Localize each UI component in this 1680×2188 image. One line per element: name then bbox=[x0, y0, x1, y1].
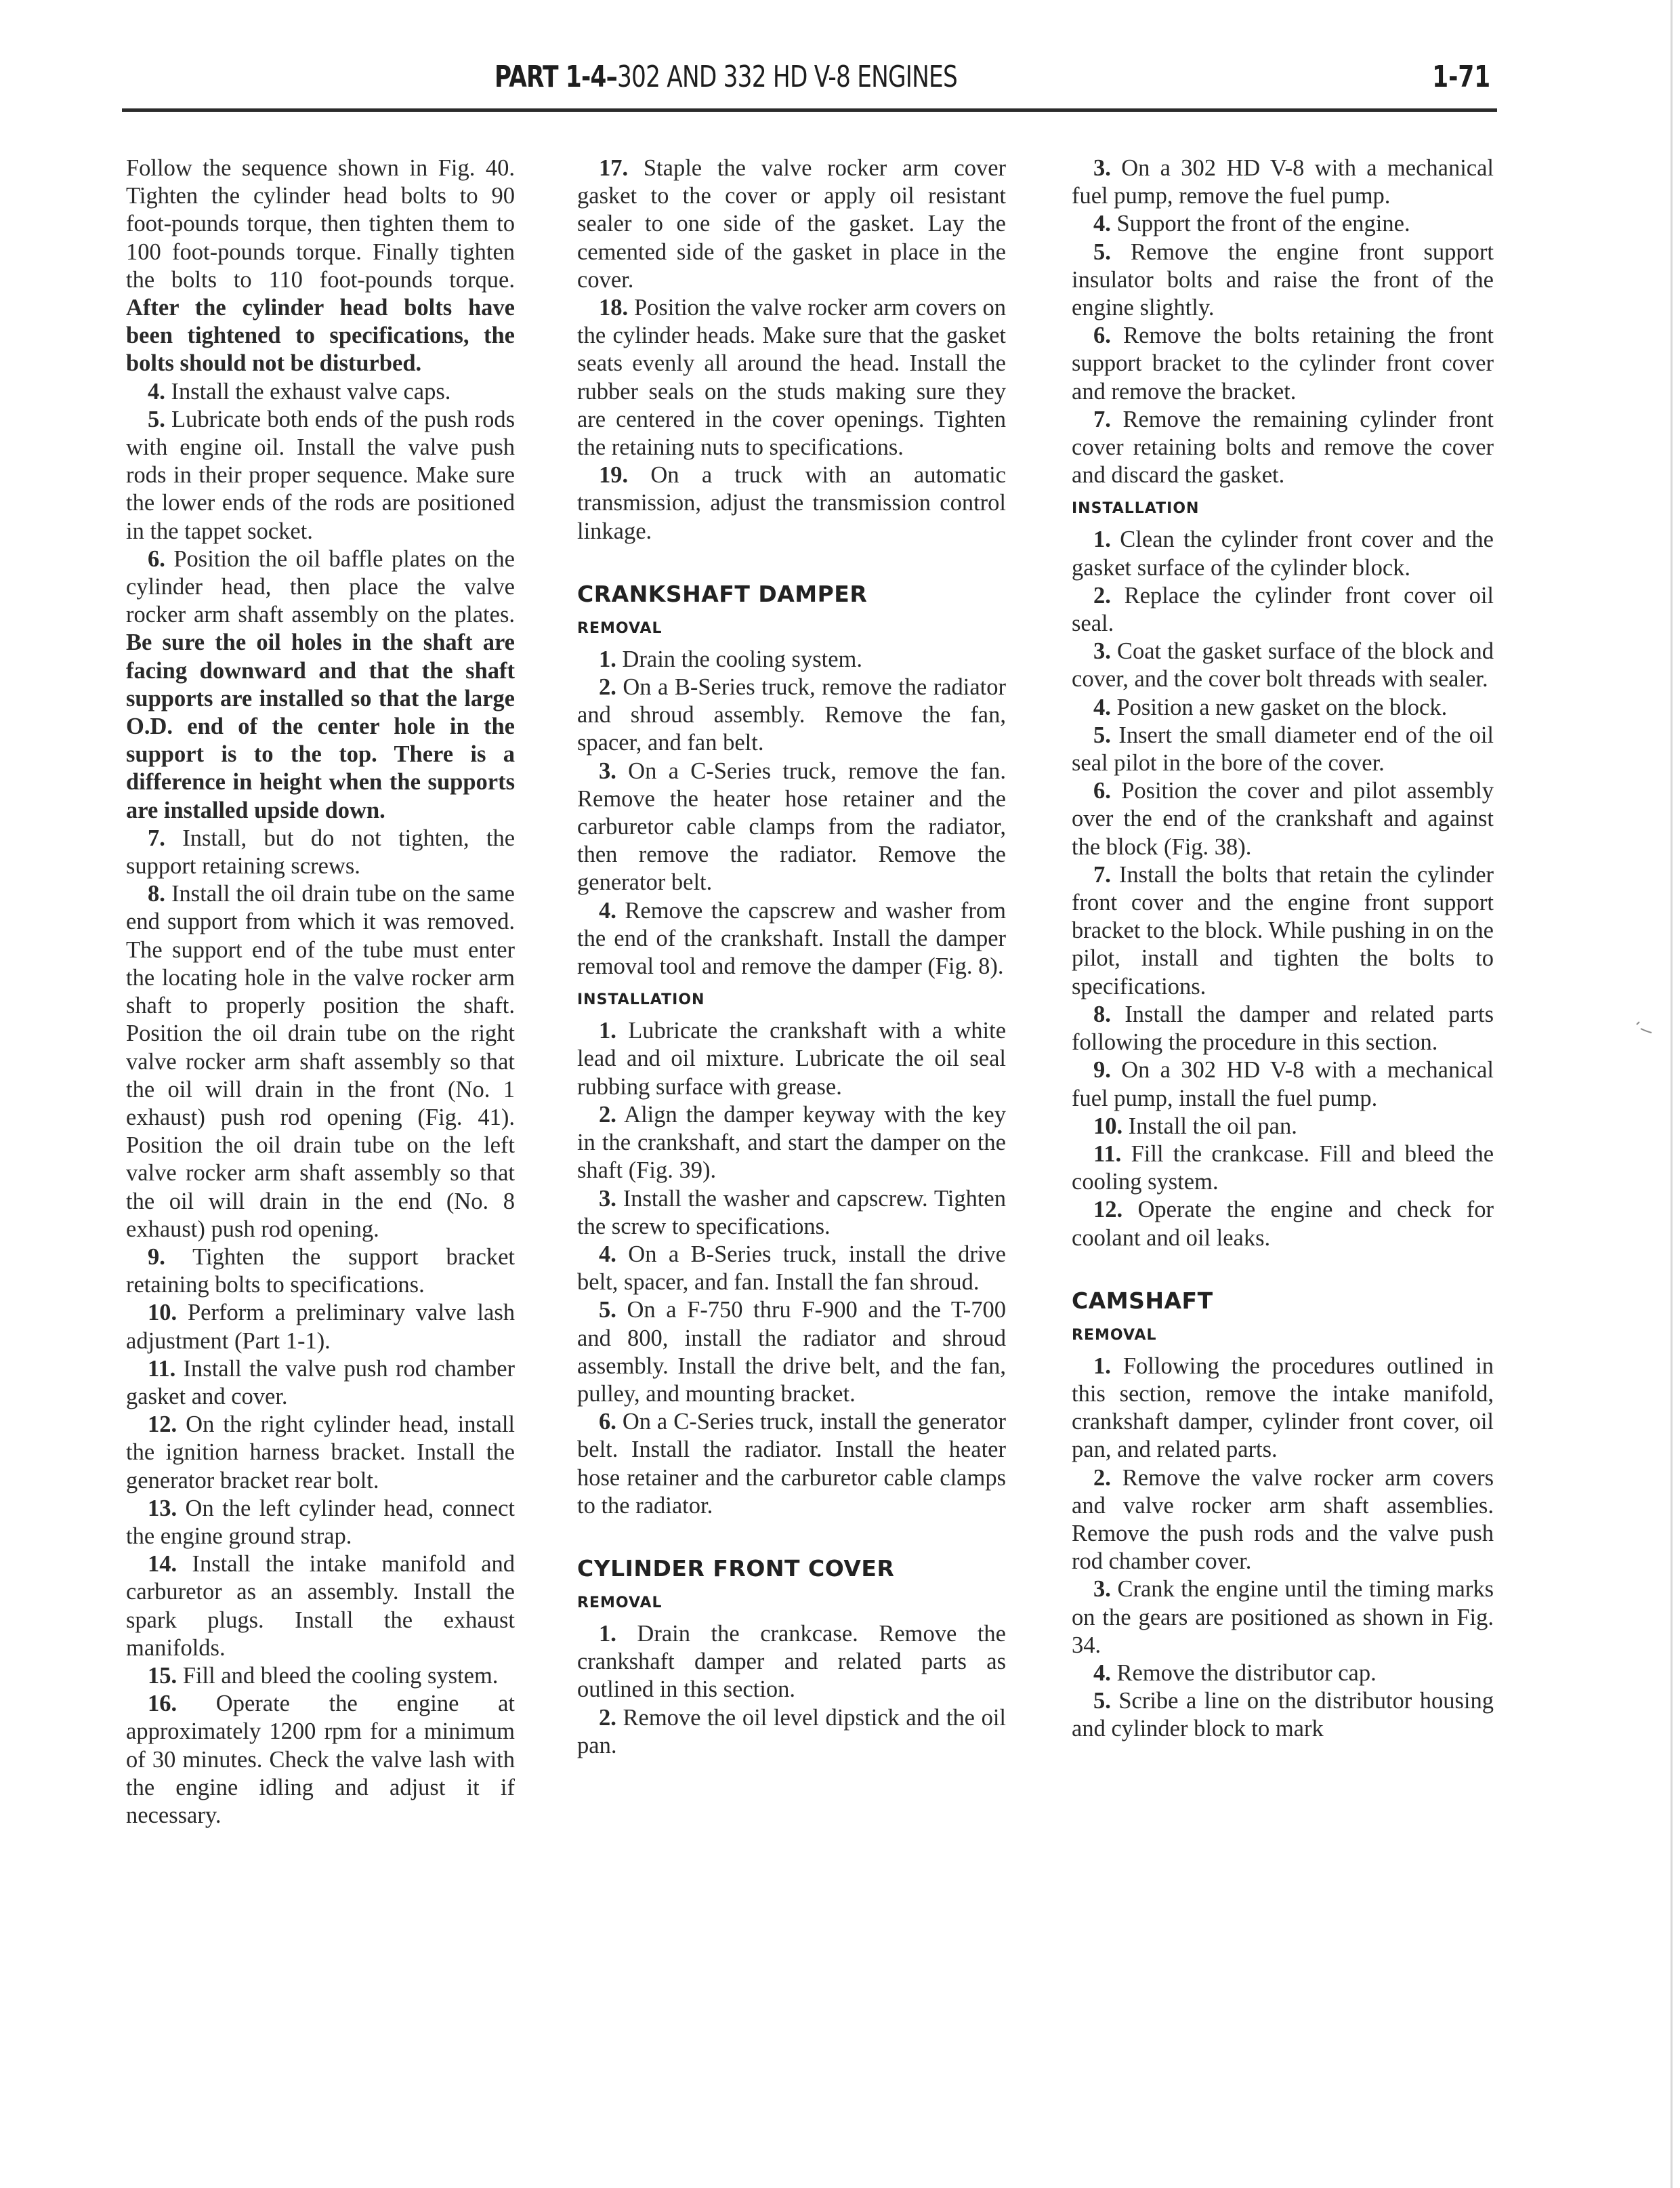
step-item bbox=[1072, 777, 1494, 861]
subheading-removal: REMOVAL bbox=[1072, 1326, 1157, 1344]
step-item bbox=[577, 758, 1006, 897]
step-text: Staple the valve rocker arm cover gasket to the cover or apply oil resistant sealer to one side of the gasket. Lay the cemented side of the gasket in place in the cover. bbox=[577, 155, 1007, 293]
step-item bbox=[1072, 1196, 1494, 1252]
step-item bbox=[126, 880, 515, 1243]
step-item bbox=[1072, 694, 1494, 722]
step-item bbox=[577, 294, 1006, 461]
step-item bbox=[577, 1185, 1006, 1241]
step-number: 7. bbox=[1093, 861, 1111, 888]
step-text: Install the oil pan. bbox=[1128, 1113, 1297, 1139]
step-item bbox=[1072, 1659, 1494, 1687]
step-number: 12. bbox=[148, 1411, 177, 1438]
step-text: Replace the cylinder front cover oil seal. bbox=[1072, 582, 1494, 637]
step-number: 16. bbox=[148, 1691, 177, 1717]
step-number: 4. bbox=[1093, 694, 1111, 720]
step-number: 4. bbox=[1093, 211, 1111, 237]
step-item bbox=[1072, 1056, 1494, 1112]
step-text: Drain the cooling system. bbox=[622, 646, 863, 672]
step-item bbox=[126, 1550, 515, 1662]
step-item bbox=[1072, 322, 1494, 406]
step-number: 2. bbox=[599, 674, 616, 701]
step-item bbox=[1072, 638, 1494, 693]
step-number: 19. bbox=[599, 462, 629, 489]
step-item bbox=[577, 1241, 1006, 1296]
step-item bbox=[1072, 1001, 1494, 1056]
step-number: 7. bbox=[148, 825, 165, 851]
step-number: 1. bbox=[599, 1620, 616, 1647]
step-number: 1. bbox=[599, 1018, 616, 1044]
step-text: Install the washer and capscrew. Tighten the screw to specifications. bbox=[577, 1185, 1006, 1239]
step-text: On a C-Series truck, install the generator belt. Install the radiator. Install the heater hose retainer and the carburetor cable clamps to the radiator. bbox=[577, 1409, 1007, 1519]
column-left bbox=[126, 154, 515, 1830]
step-number: 4. bbox=[1093, 1659, 1111, 1686]
step-item bbox=[1072, 154, 1494, 210]
section-title: 302 AND 332 HD V-8 ENGINES bbox=[616, 60, 957, 94]
step-item bbox=[577, 1296, 1006, 1408]
step-text: Remove the valve rocker arm covers and valve rocker arm shaft assemblies. Remove the push rods and the valve push rod chamber cover. bbox=[1072, 1464, 1494, 1575]
step-number: 5. bbox=[148, 406, 165, 432]
step-number: 2. bbox=[1093, 1464, 1111, 1491]
step-text: On a B-Series truck, remove the radiator and shroud assembly. Remove the fan, spacer, and fan belt. bbox=[577, 674, 1006, 756]
step-number: 8. bbox=[1093, 1001, 1111, 1027]
step-text: On a 302 HD V-8 with a mechanical fuel pump, install the fuel pump. bbox=[1072, 1057, 1494, 1111]
step-number: 9. bbox=[148, 1243, 165, 1270]
step-text: Lubricate both ends of the push rods with engine oil. Install the valve push rods in their proper sequence. Make sure the lower ends of the rods are positioned in the tappet socket. bbox=[126, 406, 516, 544]
step-number: 3. bbox=[1093, 155, 1111, 181]
step-text: Fill and bleed the cooling system. bbox=[182, 1662, 499, 1689]
step-item bbox=[577, 897, 1006, 981]
step-text: On the right cylinder head, install the ignition harness bracket. Install the generator bracket rear bolt. bbox=[126, 1411, 515, 1493]
step-item bbox=[126, 1411, 515, 1495]
step-text: On a B-Series truck, install the drive belt, spacer, and fan. Install the fan shroud. bbox=[577, 1241, 1006, 1296]
step-text: Remove the bolts retaining the front support bracket to the cylinder front cover and remove the bracket. bbox=[1072, 323, 1494, 405]
step-text: Crank the engine until the timing marks on the gears are positioned as shown in Fig. 34. bbox=[1072, 1576, 1494, 1658]
step-text: Clean the cylinder front cover and the gasket surface of the cylinder block. bbox=[1072, 527, 1494, 581]
step-number: 18. bbox=[599, 295, 629, 321]
step-item bbox=[577, 1620, 1006, 1704]
step-item bbox=[126, 1355, 515, 1411]
subheading-removal: REMOVAL bbox=[577, 1594, 663, 1611]
step-text: Install the intake manifold and carburetor as an assembly. Install the spark plugs. Install the exhaust manifolds. bbox=[126, 1551, 516, 1661]
step-text: Install the exhaust valve caps. bbox=[171, 378, 451, 405]
step-item bbox=[1072, 861, 1494, 1001]
running-title bbox=[495, 60, 957, 94]
step-text: Position a new gasket on the block. bbox=[1116, 694, 1448, 720]
step-number: 2. bbox=[599, 1101, 616, 1128]
step-number: 9. bbox=[1093, 1057, 1111, 1083]
step-number: 11. bbox=[148, 1355, 176, 1382]
step-text: Position the valve rocker arm covers on the cylinder heads. Make sure that the gasket seats evenly all around the head. Install the rubber seals on the studs making sure they are centered in the cover openings. Tighten the retaining nuts to specifications. bbox=[577, 295, 1007, 461]
step-number: 15. bbox=[148, 1662, 177, 1689]
section-heading-crankshaft-damper: CRANKSHAFT DAMPER bbox=[577, 580, 868, 607]
step-text: Remove the capscrew and washer from the end of the crankshaft. Install the damper removal tool and remove the damper (Fig. 8). bbox=[577, 897, 1006, 980]
step-text: Install the valve push rod chamber gasket and cover. bbox=[126, 1355, 515, 1409]
step-item bbox=[126, 1243, 515, 1299]
step-number: 3. bbox=[1093, 1576, 1111, 1603]
step-number: 4. bbox=[599, 1241, 616, 1267]
step-text: On a C-Series truck, remove the fan. Remove the heater hose retainer and the carburetor cable clamps from the radiator, then remove the radiator. Remove the generator belt. bbox=[577, 758, 1007, 896]
paragraph bbox=[126, 154, 515, 378]
page-header bbox=[474, 60, 1490, 107]
step-item bbox=[577, 646, 1006, 674]
step-text: Drain the crankcase. Remove the crankshaft damper and related parts as outlined in this section. bbox=[577, 1620, 1006, 1703]
step-text: Operate the engine at approximately 1200 rpm for a minimum of 30 minutes. Check the valve lash with the engine idling and adjust it if necessary. bbox=[126, 1691, 515, 1828]
step-number: 3. bbox=[1093, 638, 1111, 665]
header-rule bbox=[122, 108, 1497, 112]
step-text: Position the cover and pilot assembly over the end of the crankshaft and against the block (Fig. 38). bbox=[1072, 778, 1494, 860]
step-item bbox=[1072, 1687, 1494, 1743]
step-item bbox=[126, 1299, 515, 1355]
step-number: 2. bbox=[1093, 582, 1111, 608]
step-text: On a truck with an automatic transmission, adjust the transmission control linkage. bbox=[577, 462, 1006, 544]
step-item bbox=[1072, 526, 1494, 581]
page-edge-shadow bbox=[1671, 0, 1673, 2188]
part-label: PART 1-4 bbox=[495, 60, 606, 94]
step-number: 12. bbox=[1093, 1197, 1123, 1223]
step-item bbox=[126, 378, 515, 406]
step-number: 5. bbox=[599, 1297, 616, 1323]
step-text: Fill the crankcase. Fill and bleed the cooling system. bbox=[1072, 1140, 1494, 1195]
step-text: Scribe a line on the distributor housing and cylinder block to mark bbox=[1072, 1688, 1494, 1742]
step-number: 1. bbox=[1093, 527, 1111, 553]
step-bold-text: Be sure the oil holes in the shaft are facing downward and that the shaft supports are installed so that the large O.D. end of the center hole in the support is to the top. There is a difference in height when the supports are installed upside down. bbox=[126, 629, 515, 823]
subheading-installation: INSTALLATION bbox=[577, 991, 705, 1009]
step-text: On a 302 HD V-8 with a mechanical fuel pump, remove the fuel pump. bbox=[1072, 155, 1494, 209]
step-number: 10. bbox=[148, 1300, 177, 1326]
step-text: Support the front of the engine. bbox=[1116, 211, 1410, 237]
step-text: Remove the oil level dipstick and the oil pan. bbox=[577, 1704, 1007, 1758]
subheading-installation: INSTALLATION bbox=[1072, 500, 1200, 518]
column-middle bbox=[577, 154, 1006, 1760]
step-text: Install the oil drain tube on the same end support from which it was removed. The support end of the tube must enter the locating hole in the valve rocker arm shaft to properly position the shaft. Position the oil drain tube on the right valve rocker arm shaft assembly so that the oil will drain in the front (No. 1 exhaust) push rod opening (Fig. 41). Position the oil drain tube on the left valve rocker arm shaft assembly so that the oil will drain in the end (No. 8 exhaust) push rod opening. bbox=[126, 881, 515, 1242]
step-item bbox=[126, 545, 515, 825]
page-number: 1-71 bbox=[1432, 60, 1490, 94]
step-text: Remove the distributor cap. bbox=[1116, 1659, 1377, 1686]
step-item bbox=[1072, 239, 1494, 323]
step-text: Perform a preliminary valve lash adjustment (Part 1-1). bbox=[126, 1300, 516, 1354]
step-number: 6. bbox=[148, 545, 165, 572]
paragraph-bold-text: After the cylinder head bolts have been tightened to specifications, the bolts should not be disturbed. bbox=[126, 295, 515, 377]
step-number: 3. bbox=[599, 758, 616, 784]
step-text: Install, but do not tighten, the support retaining screws. bbox=[126, 825, 516, 880]
step-text: On the left cylinder head, connect the engine ground strap. bbox=[126, 1495, 515, 1549]
step-text: Remove the remaining cylinder front cover retaining bolts and remove the cover and discard the gasket. bbox=[1072, 406, 1494, 489]
step-item bbox=[577, 674, 1006, 758]
step-number: 17. bbox=[599, 155, 629, 181]
step-number: 1. bbox=[599, 646, 616, 672]
step-text: Position the oil baffle plates on the cylinder head, then place the valve rocker arm shaft assembly on the plates. bbox=[126, 545, 515, 628]
step-item bbox=[126, 1662, 515, 1690]
step-item bbox=[1072, 1113, 1494, 1140]
step-item bbox=[577, 461, 1006, 545]
step-number: 6. bbox=[599, 1409, 616, 1435]
step-text: Following the procedures outlined in this section, remove the intake manifold, crankshaft damper, cylinder front cover, oil pan, and related parts. bbox=[1072, 1353, 1494, 1463]
step-item bbox=[1072, 722, 1494, 777]
step-number: 5. bbox=[1093, 1688, 1111, 1714]
step-item bbox=[1072, 1464, 1494, 1576]
step-number: 6. bbox=[1093, 778, 1111, 804]
step-text: Remove the engine front support insulator bolts and raise the front of the engine slightly. bbox=[1072, 239, 1494, 321]
step-number: 2. bbox=[599, 1704, 616, 1731]
step-number: 11. bbox=[1093, 1140, 1122, 1167]
step-number: 3. bbox=[599, 1185, 616, 1212]
step-text: Insert the small diameter end of the oil seal pilot in the bore of the cover. bbox=[1072, 722, 1494, 777]
step-item bbox=[577, 1017, 1006, 1101]
step-text: Install the damper and related parts following the procedure in this section. bbox=[1072, 1001, 1494, 1056]
step-item bbox=[126, 1495, 515, 1550]
step-item bbox=[126, 1690, 515, 1830]
step-number: 7. bbox=[1093, 406, 1111, 432]
section-heading-camshaft: CAMSHAFT bbox=[1072, 1287, 1213, 1314]
step-item bbox=[1072, 1353, 1494, 1464]
step-text: On a F-750 thru F-900 and the T-700 and 800, install the radiator and shroud assembly. Install the drive belt, and the fan, pulley, and mounting bracket. bbox=[577, 1297, 1006, 1407]
step-number: 14. bbox=[148, 1551, 177, 1577]
step-item bbox=[1072, 210, 1494, 238]
step-item bbox=[577, 1704, 1006, 1760]
section-heading-cylinder-front-cover: CYLINDER FRONT COVER bbox=[577, 1554, 895, 1582]
step-text: Tighten the support bracket retaining bolts to specifications. bbox=[126, 1243, 515, 1298]
paragraph-text: Follow the sequence shown in Fig. 40. Tighten the cylinder head bolts to 90 foot-pounds torque, then tighten them to 100 foot-pounds torque. Finally tighten the bolts to 110 foot-pounds torque. bbox=[126, 155, 515, 293]
column-right bbox=[1072, 154, 1494, 1743]
step-number: 8. bbox=[148, 881, 165, 907]
subheading-removal: REMOVAL bbox=[577, 619, 663, 637]
step-item bbox=[126, 825, 515, 880]
step-item bbox=[577, 154, 1006, 294]
title-dash: – bbox=[606, 60, 617, 94]
step-item bbox=[1072, 406, 1494, 490]
step-item bbox=[126, 406, 515, 545]
step-number: 5. bbox=[1093, 239, 1111, 265]
step-text: Coat the gasket surface of the block and cover, and the cover bolt threads with sealer. bbox=[1072, 638, 1494, 693]
step-item bbox=[577, 1101, 1006, 1185]
step-text: Lubricate the crankshaft with a white lead and oil mixture. Lubricate the oil seal rubbing surface with grease. bbox=[577, 1018, 1007, 1100]
scan-smudge-mark bbox=[1634, 1016, 1661, 1037]
step-item bbox=[577, 1408, 1006, 1520]
step-number: 13. bbox=[148, 1495, 177, 1521]
step-number: 10. bbox=[1093, 1113, 1123, 1139]
step-text: Install the bolts that retain the cylinder front cover and the engine front support bracket to the block. While pushing in on the pilot, install and tighten the bolts to specifications. bbox=[1072, 861, 1494, 999]
step-number: 4. bbox=[148, 378, 165, 405]
step-item bbox=[1072, 582, 1494, 638]
step-text: Align the damper keyway with the key in the crankshaft, and start the damper on the shaft (Fig. 39). bbox=[577, 1101, 1006, 1184]
step-number: 4. bbox=[599, 897, 616, 924]
step-number: 1. bbox=[1093, 1353, 1111, 1379]
step-number: 6. bbox=[1093, 323, 1111, 349]
step-text: Operate the engine and check for coolant and oil leaks. bbox=[1072, 1197, 1494, 1251]
step-item bbox=[1072, 1140, 1494, 1196]
step-number: 5. bbox=[1093, 722, 1111, 748]
step-item bbox=[1072, 1575, 1494, 1659]
